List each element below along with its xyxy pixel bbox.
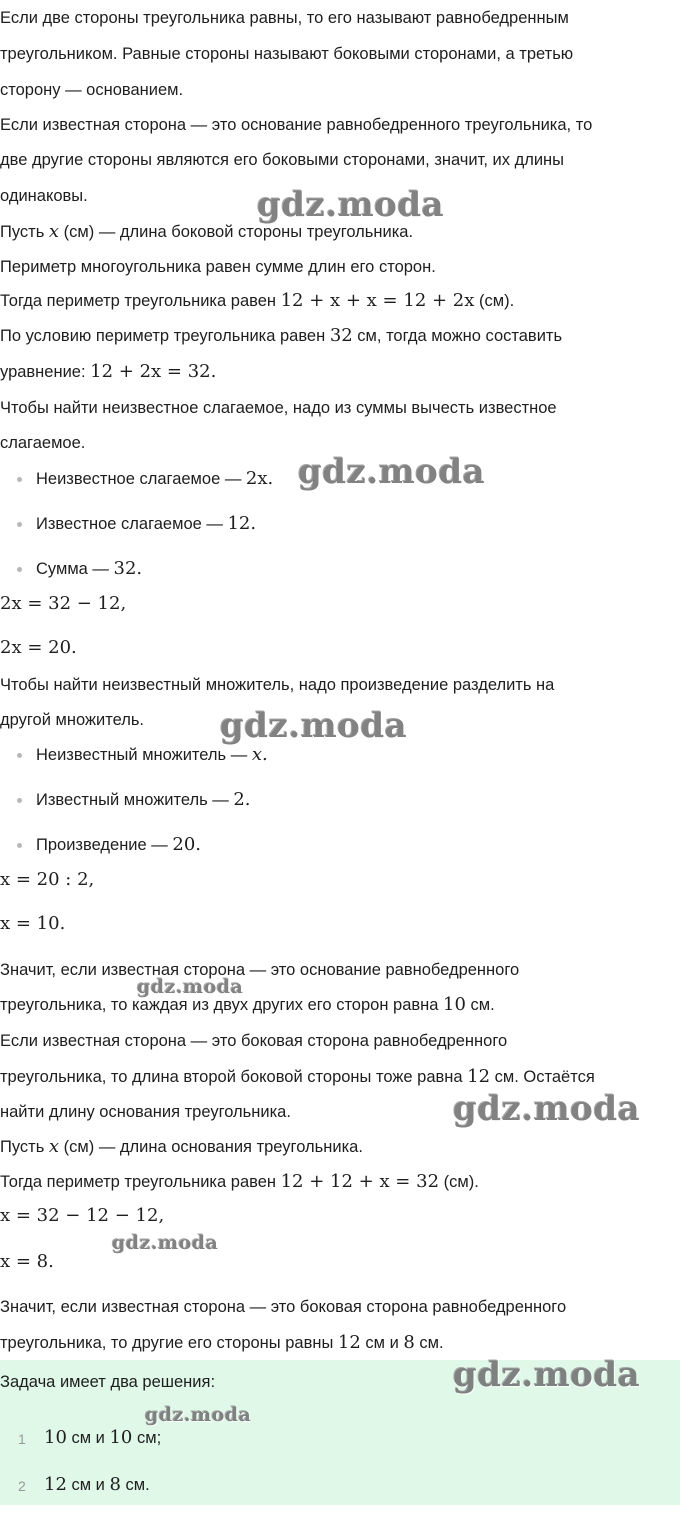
math-expr: 12	[337, 1332, 361, 1353]
equation: x = 20 : 2,	[0, 869, 95, 890]
text-line: Чтобы найти неизвестный множитель, надо произведение разделить на	[0, 676, 555, 694]
math-expr: 2x.	[245, 468, 274, 489]
watermark-logo: gdz.moda	[257, 185, 445, 225]
answer-item: 12 см и 8 см.	[44, 1474, 150, 1495]
text-line: Значит, если известная сторона — это боковая сторона равнобедренного	[0, 1298, 567, 1316]
bullet-dot	[17, 522, 22, 527]
text-line: Если известная сторона — это основание равнобедренного треугольника, то	[0, 116, 593, 134]
bullet-dot	[17, 798, 22, 803]
bullet-dot	[17, 567, 22, 572]
equation: x = 32 − 12 − 12,	[0, 1205, 165, 1226]
text-line: уравнение: 12 + 2x = 32.	[0, 361, 217, 382]
answer-title: Задача имеет два решения:	[0, 1373, 216, 1391]
list-item: Произведение — 20.	[36, 834, 202, 855]
text-line: Пусть x (см) — длина боковой стороны треугольника.	[0, 221, 414, 242]
math-expr: 20.	[172, 834, 202, 855]
equation: 2x = 32 − 12,	[0, 593, 127, 614]
text-line: Если известная сторона — это боковая сторона равнобедренного	[0, 1032, 508, 1050]
answer-number: 2	[18, 1478, 26, 1494]
math-expr: 32.	[113, 558, 143, 579]
text-line: Тогда периметр треугольника равен 12 + x + x = 12 + 2x (см).	[0, 290, 515, 311]
text-line: Периметр многоугольника равен сумме длин его сторон.	[0, 258, 436, 276]
watermark-logo: gdz.moda	[453, 1089, 641, 1129]
text-line: По условию периметр треугольника равен 32 см, тогда можно составить	[0, 325, 563, 346]
text-line: сторону — основанием.	[0, 81, 184, 99]
text-line: найти длину основания треугольника.	[0, 1103, 291, 1121]
watermark-logo: gdz.moda	[298, 452, 486, 492]
text-line: треугольника, то другие его стороны равны 12 см и 8 см.	[0, 1332, 444, 1353]
math-expr: 12 + x + x = 12 + 2x	[280, 290, 475, 311]
list-item: Известный множитель — 2.	[36, 789, 251, 810]
math-var: x	[48, 1136, 60, 1157]
bullet-dot	[17, 477, 22, 482]
text-line: Чтобы найти неизвестное слагаемое, надо из суммы вычесть известное	[0, 399, 557, 417]
watermark-logo: gdz.moda	[137, 976, 244, 998]
text-line: другой множитель.	[0, 711, 145, 729]
math-expr: 12 + 12 + x = 32	[280, 1171, 440, 1192]
watermark-logo: gdz.moda	[220, 706, 408, 746]
text-line: треугольника, то каждая из двух других его сторон равна 10 см.	[0, 994, 495, 1015]
text-line: Если две стороны треугольника равны, то его называют равнобедренным	[0, 9, 569, 27]
bullet-dot	[17, 753, 22, 758]
equation: x = 8.	[0, 1251, 54, 1272]
math-expr: 32	[329, 325, 353, 346]
math-expr: 2.	[233, 789, 251, 810]
watermark-logo: gdz.moda	[112, 1232, 219, 1254]
math-var: x	[48, 221, 60, 242]
text-line: слагаемое.	[0, 434, 86, 452]
answer-number: 1	[18, 1431, 26, 1447]
text-line: Значит, если известная сторона — это основание равнобедренного	[0, 961, 520, 979]
math-expr: 10	[443, 994, 466, 1015]
list-item: Неизвестное слагаемое — 2x.	[36, 468, 274, 489]
answer-item: 10 см и 10 см;	[44, 1427, 162, 1448]
list-item: Сумма — 32.	[36, 558, 143, 579]
watermark-logo: gdz.moda	[145, 1404, 252, 1426]
math-expr: 8	[403, 1332, 415, 1353]
equation: 2x = 20.	[0, 637, 77, 658]
text-line: треугольника, то длина второй боковой стороны тоже равна 12 см. Остаётся	[0, 1066, 595, 1087]
math-expr: x.	[251, 744, 268, 765]
text-line: две другие стороны являются его боковыми сторонами, значит, их длины	[0, 151, 565, 169]
text-line: Тогда периметр треугольника равен 12 + 12 + x = 32 (см).	[0, 1171, 479, 1192]
list-item: Известное слагаемое — 12.	[36, 513, 257, 534]
math-expr: 12	[467, 1066, 491, 1087]
watermark-logo: gdz.moda	[453, 1355, 641, 1395]
list-item: Неизвестный множитель — x.	[36, 744, 268, 765]
text-line: треугольником. Равные стороны называют боковыми сторонами, а третью	[0, 45, 574, 63]
math-expr: 12 + 2x = 32.	[90, 361, 217, 382]
text-line: одинаковы.	[0, 187, 88, 205]
equation: x = 10.	[0, 913, 66, 934]
math-expr: 12.	[227, 513, 257, 534]
bullet-dot	[17, 843, 22, 848]
text-line: Пусть x (см) — длина основания треугольника.	[0, 1136, 363, 1157]
